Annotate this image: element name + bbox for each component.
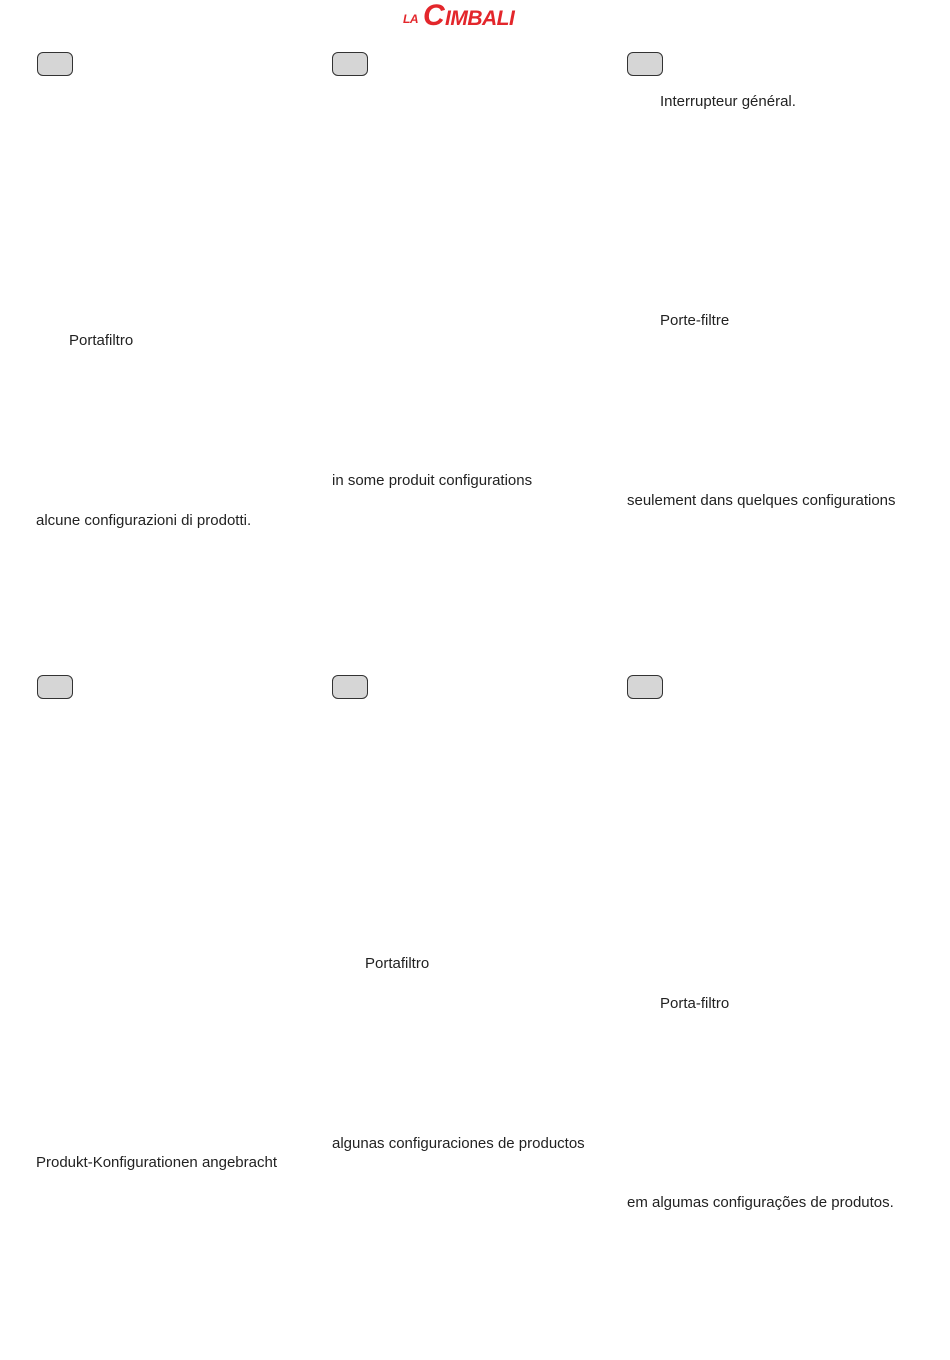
de-configurations-note: Produkt-Konfigurationen angebracht — [36, 1154, 277, 1171]
es-portafilter-label: Portafiltro — [365, 955, 430, 972]
es-configurations-note: algunas configuraciones de productos — [332, 1135, 585, 1152]
fr-configurations-note: seulement dans quelques configurations — [627, 492, 896, 509]
it-configurations-note: alcune configurazioni di prodotti. — [36, 512, 252, 529]
logo-c: C — [423, 0, 445, 32]
en-configurations-note: in some produit configurations — [332, 472, 533, 489]
language-badge-en — [332, 52, 368, 76]
logo-imbali: IMBALI — [445, 7, 515, 30]
language-badge-it — [37, 52, 73, 76]
logo-la: LA — [403, 12, 418, 26]
pt-portafilter-label: Porta-filtro — [660, 995, 730, 1012]
fr-portafilter-label: Porte-filtre — [660, 312, 730, 329]
language-badge-es — [332, 675, 368, 699]
language-badge-pt — [627, 675, 663, 699]
it-portafilter-label: Portafiltro — [69, 332, 134, 349]
fr-main-switch-label: Interrupteur général. — [660, 93, 796, 110]
pt-configurations-note: em algumas configurações de produtos. — [627, 1194, 894, 1211]
cimbali-logo — [403, 0, 548, 35]
language-badge-fr — [627, 52, 663, 76]
language-badge-de — [37, 675, 73, 699]
